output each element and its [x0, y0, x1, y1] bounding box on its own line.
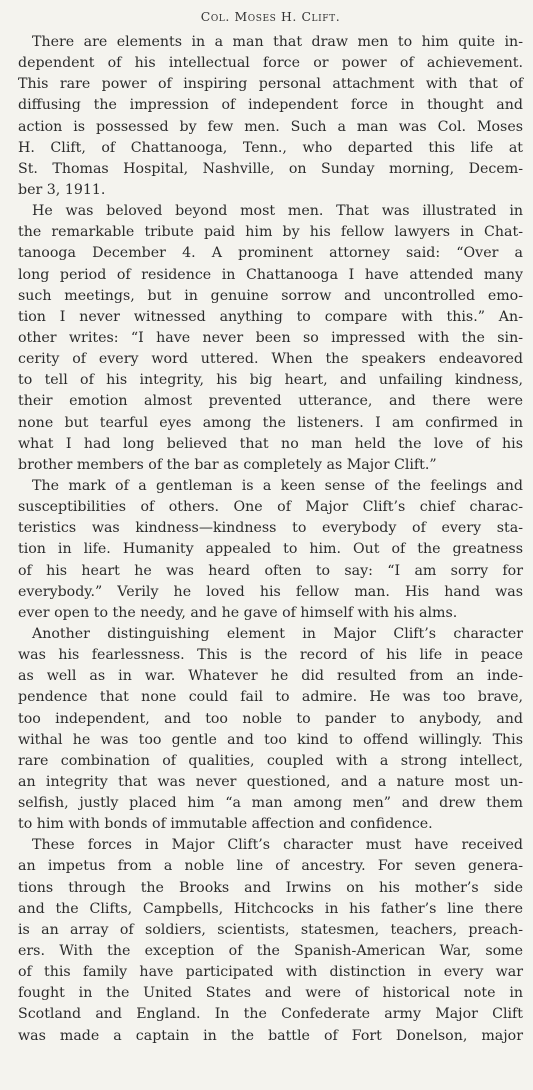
text-line: other writes: “I have never been so impressed with the sin- [18, 329, 523, 346]
text-line: long period of residence in Chattanooga I have attended many [18, 266, 523, 283]
text-line: what I had long believed that no man held the love of his [18, 435, 523, 452]
text-line: to him with bonds of immutable affection and confidence. [18, 816, 433, 833]
text-line: selfish, justly placed him “a man among men” and drew them [18, 795, 523, 812]
body-text [18, 32, 523, 1047]
text-line: their emotion almost prevented utterance, and there were [18, 393, 523, 410]
text-line: rare combination of qualities, coupled with a strong intellect, [18, 752, 523, 769]
text-line: none but tearful eyes among the listeners. I am confirmed in [18, 414, 523, 431]
text-line: The mark of a gentleman is a keen sense of the feelings and [32, 477, 523, 494]
text-line: susceptibilities of others. One of Major Clift’s chief charac- [18, 499, 523, 516]
text-line: These forces in Major Clift’s character must have received [32, 837, 523, 854]
text-line: ers. With the exception of the Spanish-American War, some [18, 943, 523, 960]
text-line: St. Thomas Hospital, Nashville, on Sunday morning, Decem- [18, 160, 523, 177]
text-line: the remarkable tribute paid him by his fellow lawyers in Chat- [18, 224, 523, 241]
text-line: is an array of soldiers, scientists, statesmen, teachers, preach- [18, 921, 523, 938]
text-line: He was beloved beyond most men. That was illustrated in [32, 203, 523, 220]
text-line: as well as in war. Whatever he did resulted from an inde- [18, 668, 523, 685]
text-line: ber 3, 1911. [18, 181, 106, 198]
text-line: was his fearlessness. This is the record of his life in peace [18, 647, 523, 664]
text-line: withal he was too gentle and too kind to offend willingly. This [18, 731, 523, 748]
text-line: H. Clift, of Chattanooga, Tenn., who departed this life at [18, 139, 523, 156]
text-line: such meetings, but in genuine sorrow and uncontrolled emo- [18, 287, 523, 304]
text-line: ever open to the needy, and he gave of himself with his alms. [18, 604, 458, 621]
text-line: tion in life. Humanity appealed to him. Out of the greatness [18, 541, 523, 558]
text-line: pendence that none could fail to admire. He was too brave, [18, 689, 523, 706]
text-line: diffusing the impression of independent force in thought and [18, 97, 523, 114]
text-line: tanooga December 4. A prominent attorney said: “Over a [18, 245, 523, 262]
text-line: tion I never witnessed anything to compare with this.” An- [18, 308, 523, 325]
document-page [18, 6, 523, 1047]
text-line: everybody.” Verily he loved his fellow man. His hand was [18, 583, 523, 600]
text-line: of his heart he was heard often to say: “I am sorry for [18, 562, 523, 579]
text-line: cerity of every word uttered. When the speakers endeavored [18, 351, 523, 368]
text-line: tions through the Brooks and Irwins on his mother’s side [18, 879, 523, 896]
text-line: of this family have participated with distinction in every war [18, 964, 523, 981]
text-line: dependent of his intellectual force or power of achievement. [18, 55, 523, 72]
text-line: was made a captain in the battle of Fort Donelson, major [18, 1027, 523, 1044]
page-title: Col. Moses H. Clift. [200, 9, 341, 24]
text-line: and the Clifts, Campbells, Hitchcocks in his father’s line there [18, 900, 523, 917]
text-line: action is possessed by few men. Such a man was Col. Moses [18, 118, 523, 135]
text-line: This rare power of inspiring personal attachment with that of [18, 76, 523, 93]
text-line: Scotland and England. In the Confederate army Major Clift [18, 1006, 523, 1023]
text-line: There are elements in a man that draw men to him quite in- [32, 34, 523, 50]
text-line: too independent, and too noble to pander to anybody, and [18, 710, 523, 727]
text-line: an impetus from a noble line of ancestry. For seven genera- [18, 858, 523, 875]
text-line: Another distinguishing element in Major Clift’s character [32, 625, 523, 642]
text-line: fought in the United States and were of historical note in [18, 985, 523, 1002]
text-line: teristics was kindness—kindness to everybody of every sta- [18, 520, 523, 537]
text-line: brother members of the bar as completely as Major Clift.” [18, 456, 437, 473]
text-line: to tell of his integrity, his big heart, and unfailing kindness, [18, 372, 523, 389]
text-line: an integrity that was never questioned, and a nature most un- [18, 773, 523, 790]
